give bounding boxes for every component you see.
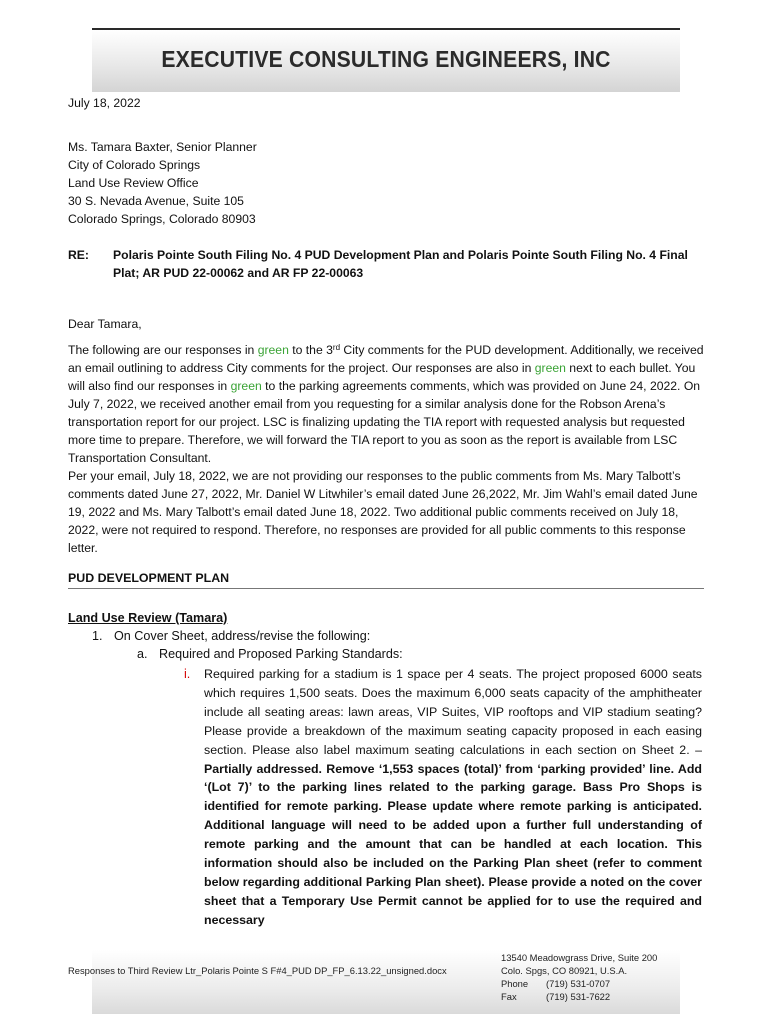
green-word: green <box>230 379 262 393</box>
green-word: green <box>534 361 566 375</box>
footer-street: 13540 Meadowgrass Drive, Suite 200 <box>501 952 658 963</box>
recipient-address <box>68 138 257 228</box>
list-text: On Cover Sheet, address/revise the following: <box>114 629 371 643</box>
roman-numeral: i. <box>184 667 191 681</box>
list-text: Required and Proposed Parking Standards: <box>159 647 403 661</box>
body-text: to the 3 <box>288 343 333 357</box>
body-text: next to each bullet. You will also find our responses in <box>68 361 696 393</box>
address-line: Ms. Tamara Baxter, Senior Planner <box>68 140 257 154</box>
list-item <box>137 645 403 663</box>
body-paragraph <box>68 341 704 557</box>
subsection-heading: Land Use Review (Tamara) <box>68 611 228 625</box>
body-text: City comments for the PUD development. Additionally, we received an email outlining to address City comments for the project. Our responses are also in <box>68 343 704 375</box>
green-word: green <box>257 343 289 357</box>
phone-number: (719) 531-0707 <box>546 978 611 989</box>
footer-city: Colo. Spgs, CO 80921, U.S.A. <box>501 965 628 976</box>
comment-text: Required parking for a stadium is 1 space per 4 seats. The project proposed 6000 seats which requires 1,500 seats. Does the maximum 6,000 seats capacity of the amphitheater include all seating areas: lawn areas, VIP Suites, VIP rooftops and VIP stadium seating? Please provide a breakdown of the maximum seating capacity proposed in each easing section. Please also label maximum seating calculations in each section on Sheet 2. – <box>204 667 702 757</box>
phone-label: Phone <box>501 978 529 989</box>
fax-label: Fax <box>501 991 517 1002</box>
footer-phone <box>501 977 657 990</box>
footer-address <box>501 951 657 1003</box>
list-number: 1. <box>92 629 103 643</box>
body-text: Per your email, July 18, 2022, we are not providing our responses to the public comments from Ms. Mary Talbott’s comments dated June 27, 2022, Mr. Daniel W Litwhiler’s email dated June 26,2022, Mr. Jim Wahl’s email dated June 19, 2022 and Ms. Mary Talbott’s email dated June 18, 2022. Two additional public comments received on July 18, 2022, were not required to respond. Therefore, no responses are provided for all public comments to this response letter. <box>68 469 698 555</box>
footer-fax <box>501 990 657 1003</box>
address-line: Colorado Springs, Colorado 80903 <box>68 212 256 226</box>
body-text: The following are our responses in <box>68 343 258 357</box>
address-line: City of Colorado Springs <box>68 158 201 172</box>
footer-filename: Responses to Third Review Ltr_Polaris Pointe S F#4_PUD DP_FP_6.13.22_unsigned.docx <box>68 965 447 976</box>
ordinal-suffix: rd <box>332 343 341 352</box>
comment-response: Partially addressed. Remove ‘1,553 spaces (total)’ from ‘parking provided’ line. Add ‘(Lot 7)’ to the parking lines related to the parking garage. Bass Pro Shops is identified for remote parking. Please update where remote parking is anticipated. Additional language will need to be added upon a further full understanding of remote parking and the amount that can be handled at each location. This information should also be included on the Parking Plan sheet (refer to comment below regarding additional Parking Plan sheet). Please provide a noted on the cover sheet that a Temporary Use Permit cannot be applied for to use the required and necessary <box>204 761 702 927</box>
body-text: to the parking agreements comments, which was provided on June 24, 2022. On July 7, 2022, we received another email from you requesting for a similar analysis done for the Robson Arena’s transportation report for our project. LSC is finalizing updating the TIA report with requested analysis but requested more time to prepare. Therefore, we will forward the TIA report to you as soon as the report is available from LSC Transportation Consultant. <box>68 379 701 465</box>
address-line: Land Use Review Office <box>68 176 199 190</box>
list-item <box>92 627 370 645</box>
re-label: RE: <box>68 248 89 262</box>
salutation: Dear Tamara, <box>68 317 142 331</box>
re-subject: Polaris Pointe South Filing No. 4 PUD Development Plan and Polaris Pointe South Filing No. 4 Final Plat; AR PUD 22-00062 and AR FP 22-00063 <box>113 248 688 280</box>
company-name: EXECUTIVE CONSULTING ENGINEERS, INC <box>161 46 611 72</box>
list-letter: a. <box>137 647 148 661</box>
address-line: 30 S. Nevada Avenue, Suite 105 <box>68 194 244 208</box>
fax-number: (719) 531-7622 <box>546 991 611 1002</box>
letter-date: July 18, 2022 <box>68 96 141 110</box>
comment-item <box>204 665 702 930</box>
section-heading: PUD DEVELOPMENT PLAN <box>68 570 704 589</box>
